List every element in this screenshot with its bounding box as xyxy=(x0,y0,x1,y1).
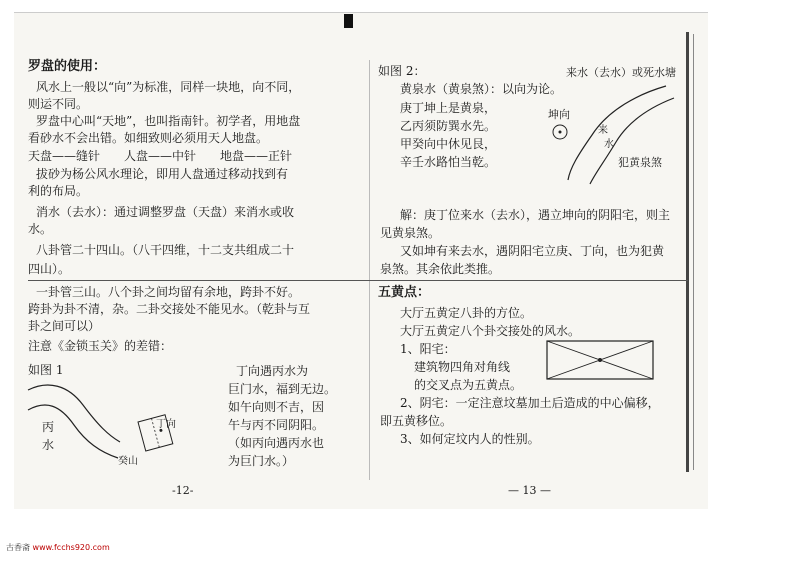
fig2-label-top: 来水（去水）或死水塘 xyxy=(566,66,676,79)
right-edge-rule xyxy=(686,32,689,472)
figure-2-diagram xyxy=(548,80,678,190)
fig1-text-line: 巨门水，福到无边。 xyxy=(228,382,337,396)
watermark xyxy=(6,542,110,553)
section-line: 大厅五黄定八卦的方位。 xyxy=(400,306,533,320)
left-line: 一卦管三山。八个卦之间均留有余地，跨卦不好。 xyxy=(36,285,301,299)
left-line: 注意《金锁玉关》的差错： xyxy=(28,339,173,353)
left-line: 看砂水不会出错。如细致则必须用天人地盘。 xyxy=(28,131,269,145)
left-line: 罗盘中心叫“天地”，也叫指南针。初学者，用地盘 xyxy=(36,114,301,128)
section-line: 即五黄移位。 xyxy=(380,414,453,428)
fig1-label-bing: 丙 xyxy=(42,420,55,434)
explain-line: 见黄泉煞。 xyxy=(380,226,441,240)
page-number-right: — 13 — xyxy=(508,484,551,497)
center-divider xyxy=(369,60,370,480)
section-line: 大厅五黄定八个卦交接处的风水。 xyxy=(400,324,581,338)
poem-line: 乙丙须防巽水先。 xyxy=(400,119,497,133)
binding-mark xyxy=(344,14,353,28)
section-title-wuhuang: 五黄点： xyxy=(378,285,431,300)
left-line: 拔砂为杨公风水理论，即用人盘通过移动找到有 xyxy=(36,167,289,181)
section-line: 的交叉点为五黄点。 xyxy=(414,378,523,392)
page-number-left: -12- xyxy=(172,484,194,497)
left-line: 八卦管二十四山。（八干四维，十二支共组成二十 xyxy=(36,243,295,257)
watermark-prefix: 古香斋 xyxy=(6,543,30,552)
fig1-label-shui: 水 xyxy=(42,438,55,452)
poem-line: 黄泉水（黄泉煞）：以向为论。 xyxy=(400,82,563,96)
fig2-label-bottom: 犯黄泉煞 xyxy=(618,156,662,169)
left-line: 卦之间可以） xyxy=(28,319,101,333)
fig1-text-line: 丁向遇丙水为 xyxy=(236,364,309,378)
fig1-text-line: （如丙向遇丙水也 xyxy=(228,436,325,450)
explain-line: 泉煞。其余依此类推。 xyxy=(380,262,501,276)
left-line: 跨卦为卦不清，杂。二卦交接处不能见水。（乾卦与互 xyxy=(28,302,311,316)
fig1-label-guishan: 癸山 xyxy=(118,456,138,467)
poem-line: 甲癸向中休见艮， xyxy=(400,137,497,151)
left-title: 罗盘的使用： xyxy=(28,59,107,74)
river-curve-outer xyxy=(590,98,674,184)
section-line: 2、阴宅：一定注意坟墓加土后造成的中心偏移， xyxy=(400,396,660,410)
section-line: 建筑物四角对角线 xyxy=(414,360,511,374)
left-line: 利的布局。 xyxy=(28,184,89,198)
fig1-label-ding: 丁向 xyxy=(156,419,176,430)
fig2-label-river1: 来 xyxy=(598,125,608,136)
fig1-text-line: 为巨门水。） xyxy=(228,454,295,468)
fig2-label-kun: 坤向 xyxy=(548,108,570,121)
left-line: 天盘——缝针 人盘——中针 地盘——正针 xyxy=(28,149,293,163)
poem-line: 庚丁坤上是黄泉， xyxy=(400,101,497,115)
fig1-text-line: 如午向则不吉，因 xyxy=(228,400,325,414)
fig1-text-line: 午与丙不同阴阳。 xyxy=(228,418,325,432)
fig2-label-river2: 水 xyxy=(604,139,614,150)
poem-line: 辛壬水路怕当乾。 xyxy=(400,155,497,169)
five-yellow-diagram xyxy=(546,340,656,382)
left-line: 水。 xyxy=(28,222,53,236)
left-line: 消水（去水）：通过调整罗盘（天盘）来消水或收 xyxy=(36,205,295,219)
left-line: 则运不同。 xyxy=(28,97,89,111)
section-line: 1、阳宅： xyxy=(400,342,456,356)
explain-line: 又如坤有来去水，遇阴阳宅立庚、丁向，也为犯黄 xyxy=(400,244,665,258)
left-line: 风水上一般以“向”为标准，同样一块地，向不同， xyxy=(36,80,301,94)
right-edge-rule-thin xyxy=(693,34,694,470)
watermark-url: www.fcchs920.com xyxy=(32,543,110,552)
explain-line: 解：庚丁位来水（去水），遇立坤向的阴阳宅，则主 xyxy=(400,208,671,222)
left-line: 四山）。 xyxy=(28,262,71,276)
figure-2-label: 如图 2： xyxy=(378,64,426,78)
horizontal-fold-line xyxy=(28,280,688,281)
figure-1-label: 如图 1 xyxy=(28,363,64,377)
section-line: 3、如何定坟内人的性别。 xyxy=(400,432,540,446)
